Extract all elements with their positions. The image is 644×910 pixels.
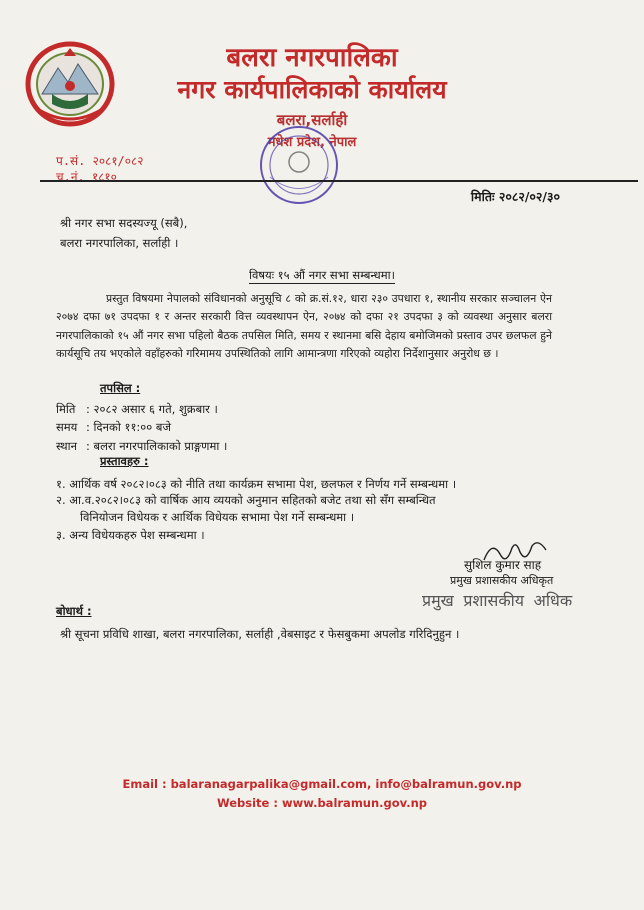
signatory-stamp: प्रमुख प्रशासकीय अधिक [422, 591, 573, 610]
info-heading: बोधार्थ : [56, 604, 92, 618]
proposals-heading: प्रस्तावहरु : [100, 454, 149, 468]
tapasil-key: समय [56, 420, 78, 434]
letterhead-location: बलरा,सर्लाही [276, 111, 348, 129]
proposal-item: १. आर्थिक वर्ष २०८२।०८३ को नीति तथा कार्यक्रम सभामा पेश, छलफल र निर्णय गर्ने सम्बन्धमा । [56, 477, 457, 491]
letterhead-municipality: बलरा नगरपालिका [226, 43, 398, 73]
tapasil-row [56, 402, 218, 417]
proposal-item: २. आ.व.२०८२।०८३ को वार्षिक आय व्ययको अनुमान सहितको बजेट तथा सो सँग सम्बन्धित [56, 493, 436, 507]
tapasil-value: : २०८२ असार ६ गते, शुक्रबार । [86, 402, 218, 416]
office-seal-icon [256, 122, 342, 208]
letter-body: प्रस्तुत विषयमा नेपालको संविधानको अनुसूचि ८ को क्र.सं.१२, धारा २३० उपधारा १, स्थानीय सरकार सञ्चालन ऐन २०७४ दफा ७१ उपदफा १ र अन्तर सरकारी वित्त व्यवस्थापन ऐन, २०७४ को दफा २१ उपदफा ३ को व्यवस्था अनुसार बलरा नगरपालिकाको १५ औं नगर सभा पहिलो बैठक तपसिल मिति, समय र स्थानमा बसि देहाय बमोजिमको प्रस्ताव उपर छलफल हुने कार्यसूचि तय भएकोले वहाँहरुको गरिमामय उपस्थितिको लागि आमान्त्रणा गरिएको व्यहोरा निर्देशानुसार अनुरोध छ । [56, 292, 552, 361]
letterhead-office: नगर कार्यपालिकाको कार्यालय [177, 75, 447, 104]
tapasil-row [56, 420, 171, 435]
letter-date: मितिः २०८२/०२/३० [470, 189, 560, 204]
signatory-title: प्रमुख प्रशासकीय अधिकृत [450, 574, 554, 587]
subject-text: विषयः १५ औं नगर सभा सम्बन्धमा। [249, 268, 395, 282]
proposal-item: ३. अन्य विधेयकहरु पेश सम्बन्धमा । [56, 528, 205, 542]
nepal-emblem-icon [24, 38, 116, 128]
letterhead-divider [40, 180, 638, 182]
dispatch-number: च.नं. १८१० [56, 170, 117, 184]
tapasil-key: स्थान [56, 439, 77, 453]
signatory-name: सुशिल कुमार साह [464, 558, 542, 572]
proposal-item-continuation: विनियोजन विधेयक र आर्थिक विधेयक सभामा पेश गर्ने सम्बन्धमा । [80, 510, 355, 524]
tapasil-heading: तपसिल : [100, 381, 141, 395]
footer-email: Email : balaranagarpalika@gmail.com, info@balramun.gov.np [122, 777, 522, 791]
addressee-line-1: श्री नगर सभा सदस्यज्यू (सबै), [60, 216, 188, 230]
tapasil-value: : दिनको ११:०० बजे [86, 420, 172, 434]
subject-line [0, 268, 644, 283]
tapasil-key: मिति [56, 402, 76, 416]
tapasil-row [56, 439, 227, 454]
info-recipient: श्री सूचना प्रविधि शाखा, बलरा नगरपालिका, सर्लाही ,वेबसाइट र फेसबुकमा अपलोड गरिदिनुहुन । [60, 627, 460, 641]
tapasil-value: : बलरा नगरपालिकाको प्राङ्गणमा । [86, 439, 228, 453]
letterhead-province: मधेश प्रदेश, नेपाल [267, 135, 357, 150]
addressee-line-2: बलरा नगरपालिका, सर्लाही । [60, 236, 179, 250]
footer-website: Website : www.balramun.gov.np [216, 796, 428, 810]
letter-reference-number: प.सं. २०८१/०८२ [56, 154, 144, 168]
